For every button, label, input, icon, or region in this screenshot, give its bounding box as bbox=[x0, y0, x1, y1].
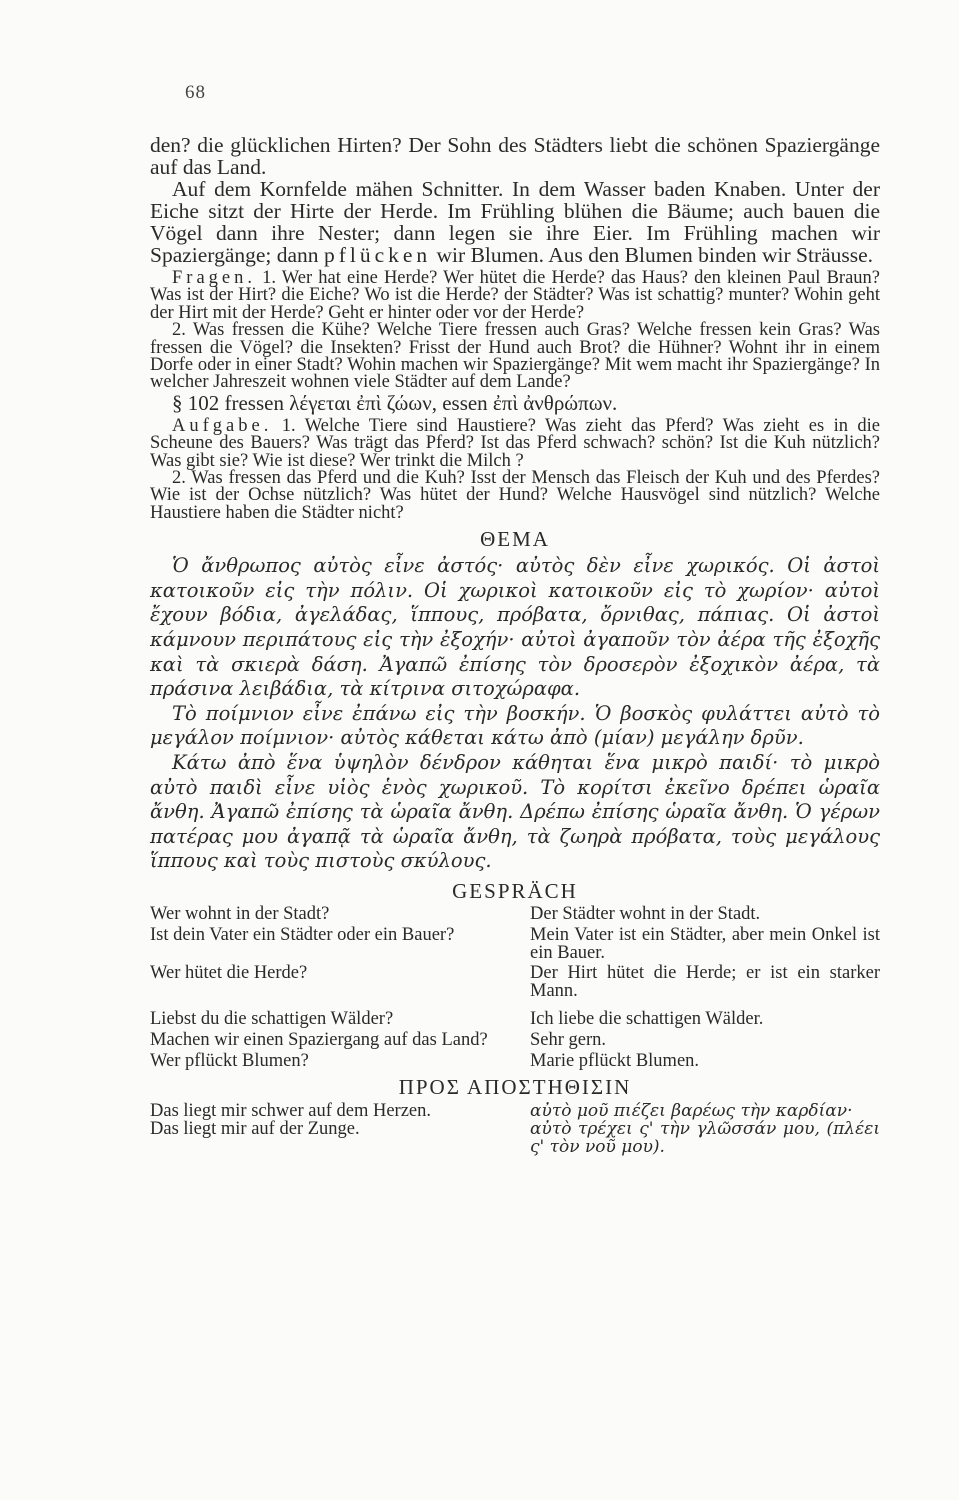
proverb-german: Das liegt mir schwer auf dem Herzen. bbox=[150, 1101, 431, 1122]
fragen-label: Fragen. bbox=[172, 268, 256, 288]
aufgabe-q1: 1. Welche Tiere sind Haustiere? Was zieht das Pferd? Was zieht es in die Scheune des Bauers? Was trägt das Pferd? Ist das Pferd schwach? schön? Ist die Kuh nützlich? Was gibt sie? Wie ist diese? Wer trinkt die Milch ? bbox=[150, 415, 880, 471]
dialogue-answer: Ich liebe die schattigen Wälder. bbox=[530, 1008, 764, 1029]
intro-text: Auf dem Kornfelde mähen Schnitter. In dem Wasser baden Knaben. Unter der Eiche sitzt der Hirte der Herde. Im Frühling blühen die Bäume; auch bauen die Vögel dann ihre Nester; dann legen sie ihre Eier. Im Frühling machen wir Spaziergänge; dann bbox=[150, 177, 880, 267]
dialogue-answer: Marie pflückt Blumen. bbox=[530, 1050, 700, 1071]
dialogue-answer: Der Hirt hütet die Herde; er ist ein starker Mann. bbox=[530, 963, 880, 1002]
dialogue-answer: Mein Vater ist ein Städter, aber mein Onkel ist ein Bauer. bbox=[530, 924, 880, 963]
proverb-list bbox=[150, 1102, 880, 1156]
dialogue-spacer bbox=[510, 1004, 880, 1008]
intro-tail: wir Blumen. Aus den Blumen binden wir Sträusse. bbox=[431, 243, 874, 267]
dialogue-question: Wer pflückt Blumen? bbox=[150, 1050, 309, 1071]
proverb-greek: αὐτὸ τρέχει ς' τὴν γλῶσσάν μου, (πλέει ς' τὸν νοῦ μου). bbox=[530, 1119, 880, 1158]
fragen-1 bbox=[150, 270, 880, 322]
spaced-word: pflücken bbox=[323, 243, 432, 267]
proverb-title: ΠΡΟΣ ΑΠΟΣΤΗΘΙΣΙΝ bbox=[398, 1075, 632, 1100]
fragen-2: 2. Was fressen die Kühe? Welche Tiere fressen auch Gras? Welche fressen kein Gras? Was fressen die Vögel? die Insekten? Frisst der Hund auch Brot? die Hühner? Wohnt ihr in einem Dorfe oder in einer Stadt? Wohin machen wir Spaziergänge? Mit wem macht ihr Spaziergänge? In welcher Jahreszeit wohnen viele Städter auf dem Lande? bbox=[150, 320, 880, 393]
thema-text bbox=[150, 554, 880, 874]
intro-paragraph-1: den? die glücklichen Hirten? Der Sohn des Städters liebt die schönen Spaziergänge auf das Land. bbox=[150, 133, 880, 179]
aufgabe-block bbox=[150, 415, 880, 523]
thema-paragraph-1: Ὁ ἄνθρωπος αὐτὸς εἶνε ἀστός· αὐτὸς δὲν εἶνε χωρικός. Οἱ ἀστοὶ κατοικοῦν εἰς τὴν πόλιν. Οἱ χωρικοὶ κατοικοῦν εἰς τὸ χωρίον· αὐτοὶ ἔχουν βόδια, ἀγελάδας, ἵππους, πρόβατα, ὄρνιθας, πάπιας. Οἱ ἀστοὶ κάμνουν περιπάτους εἰς τὴν ἐξοχήν· αὐτοὶ ἀγαποῦν τὸν ἀέρα τῆς ἐξοχῆς καὶ τὰ σκιερὰ δάση. Ἀγαπῶ ἐπίσης τὸν δροσερὸν ἐξοχικὸν ἀέρα, τὰ πράσινα λειβάδια, τὰ κίτρινα σιτοχώραφα. bbox=[150, 554, 880, 701]
thema-paragraph-3: Κάτω ἀπὸ ἕνα ὑψηλὸν δένδρον κάθηται ἕνα μικρὸ παιδί· τὸ μικρὸ αὐτὸ παιδὶ εἶνε υἱὸς ἑνὸς χωρικοῦ. Τὸ κορίτσι ἐκεῖνο δρέπει ὡραῖα ἄνθη. Ἀγαπῶ ἐπίσης τὰ ὡραῖα ἄνθη. Δρέπω ἐπίσης ὡραῖα ἄνθη. Ὁ γέρων πατέρας μου ἀγαπᾷ τὰ ὡραῖα ἄνθη, τὰ ζωηρὰ πρόβατα, τοὺς μεγάλους ἵππους καὶ τοὺς πιστοὺς σκύλους. bbox=[150, 751, 880, 873]
aufgabe-2: 2. Was fressen das Pferd und die Kuh? Isst der Mensch das Fleisch der Kuh und des Pferdes? Wie ist der Ochse nützlich? Was hütet der Hund? Welche Hausvögel sind nützlich? Welche Haustiere haben die Städter nicht? bbox=[150, 468, 880, 523]
page-number: 68 bbox=[185, 82, 206, 103]
gespraech-dialogue bbox=[150, 906, 880, 1070]
dialogue-question: Wer wohnt in der Stadt? bbox=[150, 904, 330, 924]
fragen-block bbox=[150, 270, 880, 392]
dialogue-question: Machen wir einen Spaziergang auf das Land? bbox=[150, 1029, 488, 1050]
dialogue-spacer bbox=[150, 1004, 510, 1008]
dialogue-answer: Der Städter wohnt in der Stadt. bbox=[530, 904, 761, 924]
intro-paragraph-2 bbox=[150, 178, 880, 266]
gespraech-title: GESPRÄCH bbox=[452, 879, 578, 903]
aufgabe-1 bbox=[150, 415, 880, 471]
aufgabe-label: Aufgabe. bbox=[172, 415, 273, 436]
dialogue-question: Liebst du die schattigen Wälder? bbox=[150, 1008, 394, 1029]
dialogue-question: Wer hütet die Herde? bbox=[150, 963, 308, 984]
thema-title: ΘΕΜΑ bbox=[480, 527, 550, 552]
fragen-q1: 1. Wer hat eine Herde? Wer hütet die Herde? das Haus? den kleinen Paul Braun? Was ist der Hirt? die Eiche? Wo ist die Herde? der Städter? Was ist schattig? munter? Wohin geht der Hirt mit der Herde? Geht er hinter oder vor der Herde? bbox=[150, 268, 880, 323]
page-body bbox=[150, 134, 880, 1156]
thema-paragraph-2: Τὸ ποίμνιον εἶνε ἐπάνω εἰς τὴν βοσκήν. Ὁ βοσκὸς φυλάττει αὐτὸ τὸ μεγάλον ποίμνιον· αὐτὸς κάθεται κάτω ἀπὸ (μίαν) μεγάλην δρῦν. bbox=[150, 701, 880, 750]
dialogue-answer: Sehr gern. bbox=[530, 1029, 607, 1050]
dialogue-question: Ist dein Vater ein Städter oder ein Bauer? bbox=[150, 924, 455, 945]
section-102: § 102 fressen λέγεται ἐπὶ ζώων, essen ἐπὶ ἀνθρώπων. bbox=[172, 390, 618, 415]
proverb-german: Das liegt mir auf der Zunge. bbox=[150, 1119, 360, 1140]
proverb-greek: αὐτὸ μοῦ πιέζει βαρέως τὴν καρδίαν· bbox=[530, 1101, 853, 1122]
